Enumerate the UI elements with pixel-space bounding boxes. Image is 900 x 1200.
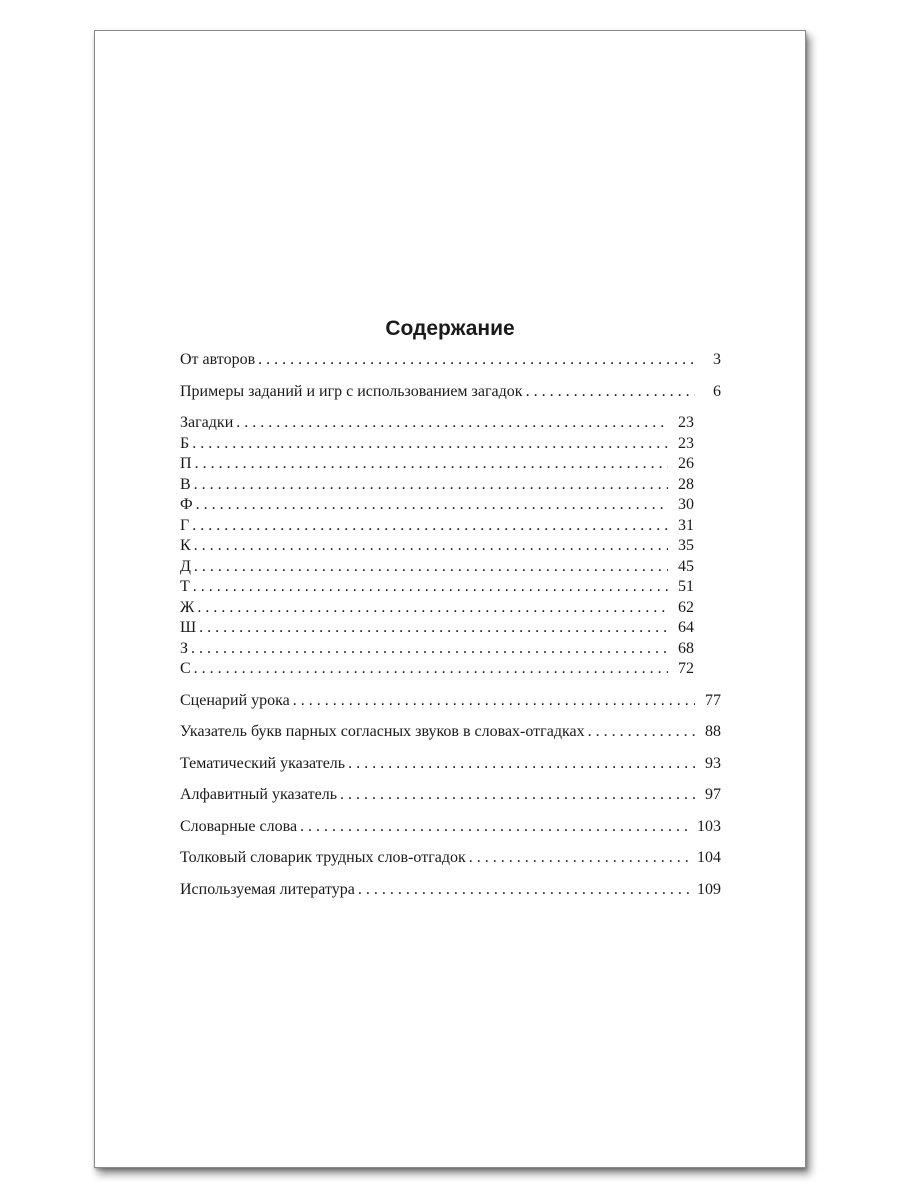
toc-entry-page-number: 28 (678, 475, 694, 493)
toc-entry (180, 817, 721, 838)
toc-entry (180, 785, 721, 806)
toc-entry-label: Ж (180, 598, 195, 616)
toc-group (180, 350, 721, 371)
toc-entry-label: Алфавитный указатель (180, 786, 338, 803)
toc-entry-page-number: 35 (678, 537, 694, 554)
toc-dot-leader (195, 454, 668, 475)
toc-entry-label: Указатель букв парных согласных звуков в словах-отгадках (180, 723, 585, 740)
toc-dot-leader (293, 691, 695, 712)
toc-entry-label: Г (180, 516, 190, 534)
toc-dot-leader (192, 516, 668, 537)
toc-group (180, 817, 721, 838)
toc-entry-label: С (180, 660, 191, 677)
toc-group (180, 880, 721, 901)
toc-entry (180, 848, 721, 869)
toc-entry-label: В (180, 475, 191, 493)
toc-entry-page-number: 30 (678, 496, 694, 513)
toc-group (180, 691, 721, 712)
toc-entry-page-number: 93 (705, 754, 721, 772)
toc-entry (180, 536, 721, 557)
toc-entry-label: Примеры заданий и игр с использованием загадок (180, 382, 523, 400)
page-title: Содержание (385, 317, 515, 340)
toc-group (180, 754, 721, 775)
toc-dot-leader (588, 722, 695, 743)
toc-entry-page-number: 103 (697, 817, 721, 835)
toc-dot-leader (191, 639, 668, 660)
toc-entry-page-number: 97 (705, 786, 721, 803)
toc-entry (180, 475, 721, 496)
toc-entry-page-number: 23 (678, 434, 694, 452)
toc-group (180, 722, 721, 743)
toc-dot-leader (300, 817, 693, 838)
toc-entry-label: Сценарий урока (180, 691, 290, 709)
toc-entry-label: З (180, 639, 189, 657)
toc-entry-label: Т (180, 578, 190, 595)
toc-dot-leader (192, 434, 668, 455)
toc-entry-label: Используемая литература (180, 880, 355, 898)
toc-dot-leader (199, 618, 668, 639)
toc-entry (180, 454, 721, 475)
toc-entry-label: Загадки (180, 414, 234, 431)
toc-entry (180, 754, 721, 775)
toc-entry (180, 495, 721, 516)
toc-dot-leader (194, 659, 668, 680)
toc-dot-leader (194, 557, 668, 578)
toc-dot-leader (358, 880, 693, 901)
toc-entry-page-number: 68 (678, 639, 694, 657)
toc-entry-label: Толковый словарик трудных слов-отгадок (180, 849, 466, 866)
toc-dot-leader (348, 754, 695, 775)
toc-entry-label: Б (180, 434, 190, 452)
toc-dot-leader (526, 382, 695, 403)
toc-entry-page-number: 51 (678, 578, 694, 595)
table-of-contents (180, 350, 721, 900)
toc-entry-label: Ш (180, 619, 197, 636)
toc-entry (180, 639, 721, 660)
toc-dot-leader (197, 598, 668, 619)
toc-dot-leader (469, 848, 693, 869)
toc-entry (180, 413, 721, 434)
toc-entry-page-number: 31 (678, 516, 694, 534)
toc-entry-page-number: 62 (678, 598, 694, 616)
toc-entry-label: Д (180, 557, 191, 575)
toc-entry-label: От авторов (180, 351, 256, 368)
toc-entry-label: П (180, 455, 192, 472)
toc-entry-page-number: 88 (705, 723, 721, 740)
toc-entry (180, 350, 721, 371)
toc-entry (180, 618, 721, 639)
toc-entry (180, 598, 721, 619)
toc-dot-leader (340, 785, 695, 806)
toc-dot-leader (236, 413, 668, 434)
toc-entry-page-number: 23 (678, 414, 694, 431)
toc-entry (180, 577, 721, 598)
toc-group (180, 382, 721, 403)
toc-entry (180, 880, 721, 901)
toc-entry-page-number: 64 (678, 619, 694, 636)
toc-entry (180, 434, 721, 455)
toc-dot-leader (193, 577, 668, 598)
toc-group (180, 848, 721, 869)
toc-entry-page-number: 104 (697, 849, 721, 866)
toc-entry-label: Ф (180, 496, 193, 513)
toc-entry-label: Тематический указатель (180, 754, 346, 772)
toc-dot-leader (194, 475, 668, 496)
toc-group (180, 413, 721, 680)
toc-entry (180, 722, 721, 743)
toc-entry (180, 557, 721, 578)
toc-entry-page-number: 6 (713, 382, 721, 400)
toc-entry (180, 659, 721, 680)
toc-entry (180, 516, 721, 537)
toc-dot-leader (194, 536, 668, 557)
toc-entry-label: Словарные слова (180, 817, 298, 835)
toc-entry-page-number: 26 (678, 455, 694, 472)
toc-entry-page-number: 109 (697, 880, 721, 898)
toc-dot-leader (258, 350, 695, 371)
toc-group (180, 785, 721, 806)
toc-entry-page-number: 3 (713, 351, 721, 368)
toc-entry-label: К (180, 537, 191, 554)
toc-entry-page-number: 72 (678, 660, 694, 677)
toc-entry (180, 691, 721, 712)
toc-entry-page-number: 77 (705, 691, 721, 709)
toc-dot-leader (196, 495, 668, 516)
toc-entry (180, 382, 721, 403)
toc-entry-page-number: 45 (678, 557, 694, 575)
